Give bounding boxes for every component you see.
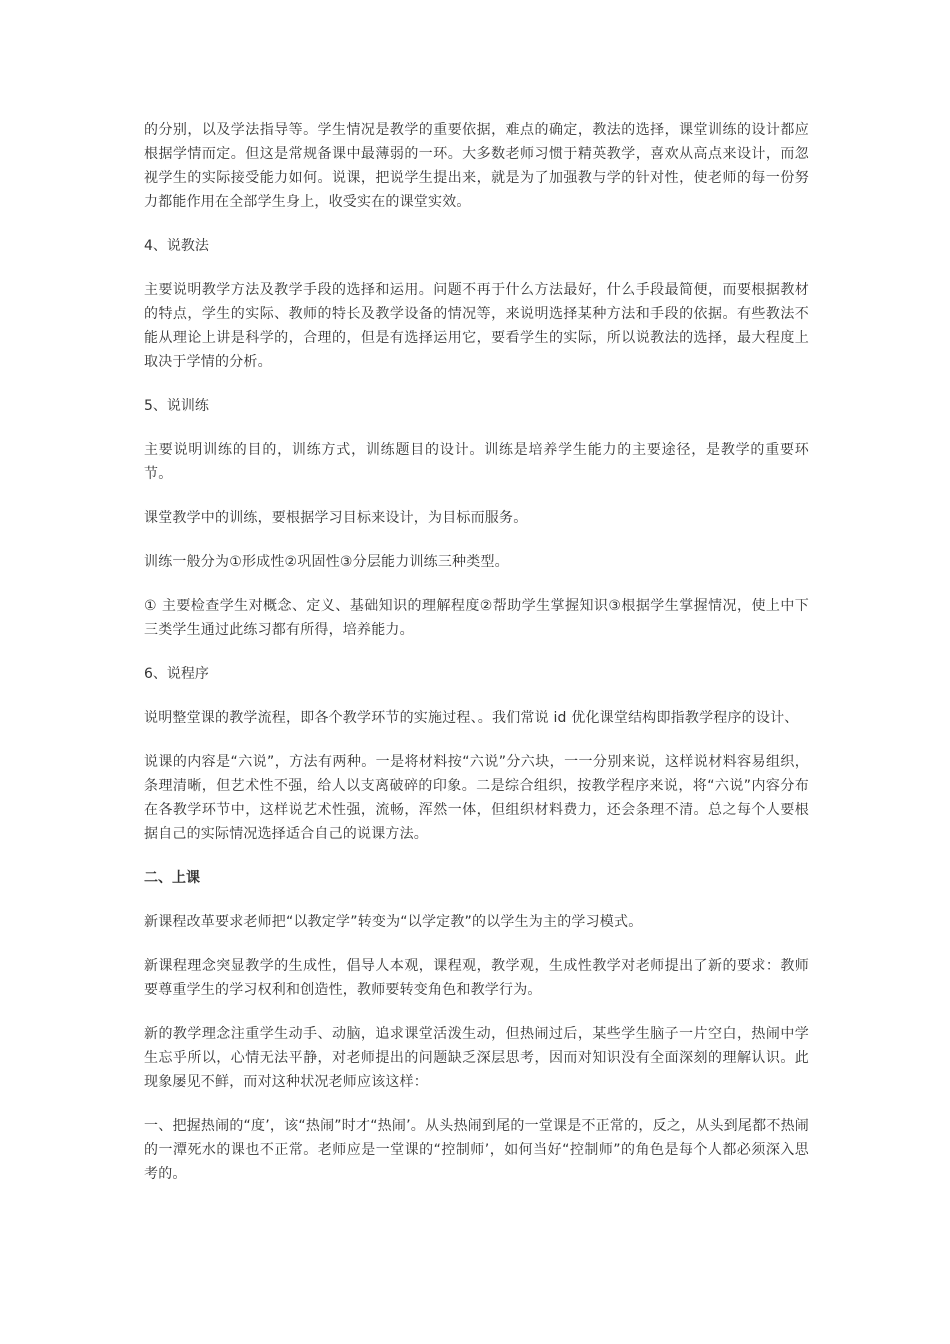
heading-class: 二、上课 [144, 870, 200, 886]
paragraph-training-purpose: 主要说明训练的目的，训练方式，训练题目的设计。训练是培养学生能力的主要途径，是教学的重要环节。 [144, 442, 809, 482]
document-page [144, 118, 809, 1206]
heading-training: 5、说训练 [144, 398, 209, 414]
paragraph-control-lively: 一、把握热闹的“度’，该“热闹”时才“热闹’。从头热闹到尾的一堂课是不正常的，反之，从头到尾都不热闹的一潭死水的课也不正常。老师应是一堂课的“控制师’，如何当好“控制师”的角色是每个人都必须深入思考的。 [144, 1118, 809, 1182]
paragraph-training-details: ① 主要检查学生对概念、定义、基础知识的理解程度②帮助学生掌握知识③根据学生掌握情况，使上中下三类学生通过此练习都有所得，培养能力。 [144, 598, 809, 638]
paragraph-teaching-methods: 主要说明教学方法及教学手段的选择和运用。问题不再于什么方法最好，什么手段最简便，而要根据教材的特点，学生的实际、教师的特长及教学设备的情况等，来说明选择某种方法和手段的依据。有些教法不能从理论上讲是科学的，合理的，但是有选择运用它，要看学生的实际，所以说教法的选择，最大程度上取决于学情的分析。 [144, 282, 809, 370]
paragraph-training-types: 训练一般分为①形成性②巩固性③分层能力训练三种类型。 [144, 554, 509, 570]
heading-procedure: 6、说程序 [144, 666, 209, 682]
paragraph-training-design: 课堂教学中的训练，要根据学习目标来设计，为目标而服务。 [144, 510, 528, 526]
paragraph-new-concept: 新的教学理念注重学生动手、动脑，追求课堂活泼生动，但热闹过后，某些学生脑子一片空白，热闹中学生忘乎所以，心情无法平静，对老师提出的问题缺乏深层思考，因而对知识没有全面深刻的理解认识。此现象屡见不鲜，而对这种状况老师应该这样： [144, 1026, 809, 1090]
paragraph-student-analysis: 的分别，以及学法指导等。学生情况是教学的重要依据，难点的确定，教法的选择，课堂训练的设计都应根据学情而定。但这是常规备课中最薄弱的一环。大多数老师习惯于精英教学，喜欢从高点来设计，而忽视学生的实际接受能力如何。说课，把说学生提出来，就是为了加强教与学的针对性，使老师的每一份努力都能作用在全部学生身上，收受实在的课堂实效。 [144, 122, 809, 210]
heading-teaching-methods: 4、说教法 [144, 238, 209, 254]
paragraph-curriculum-concept: 新课程理念突显教学的生成性，倡导人本观，课程观，教学观，生成性教学对老师提出了新的要求：教师要尊重学生的学习权利和创造性，教师要转变角色和教学行为。 [144, 958, 809, 998]
paragraph-reform: 新课程改革要求老师把“以教定学”转变为“以学定教”的以学生为主的学习模式。 [144, 914, 643, 930]
paragraph-procedure: 说明整堂课的教学流程，即各个教学环节的实施过程、。我们常说 id 优化课堂结构即指教学程序的设计、 [144, 710, 799, 726]
paragraph-six-points: 说课的内容是“六说”，方法有两种。一是将材料按“六说”分六块，一一分别来说，这样说材料容易组织，条理清晰，但艺术性不强，给人以支离破碎的印象。二是综合组织，按教学程序来说，将“六说”内容分布在各教学环节中，这样说艺术性强，流畅，浑然一体，但组织材料费力，还会条理不清。总之每个人要根据自己的实际情况选择适合自己的说课方法。 [144, 754, 809, 842]
